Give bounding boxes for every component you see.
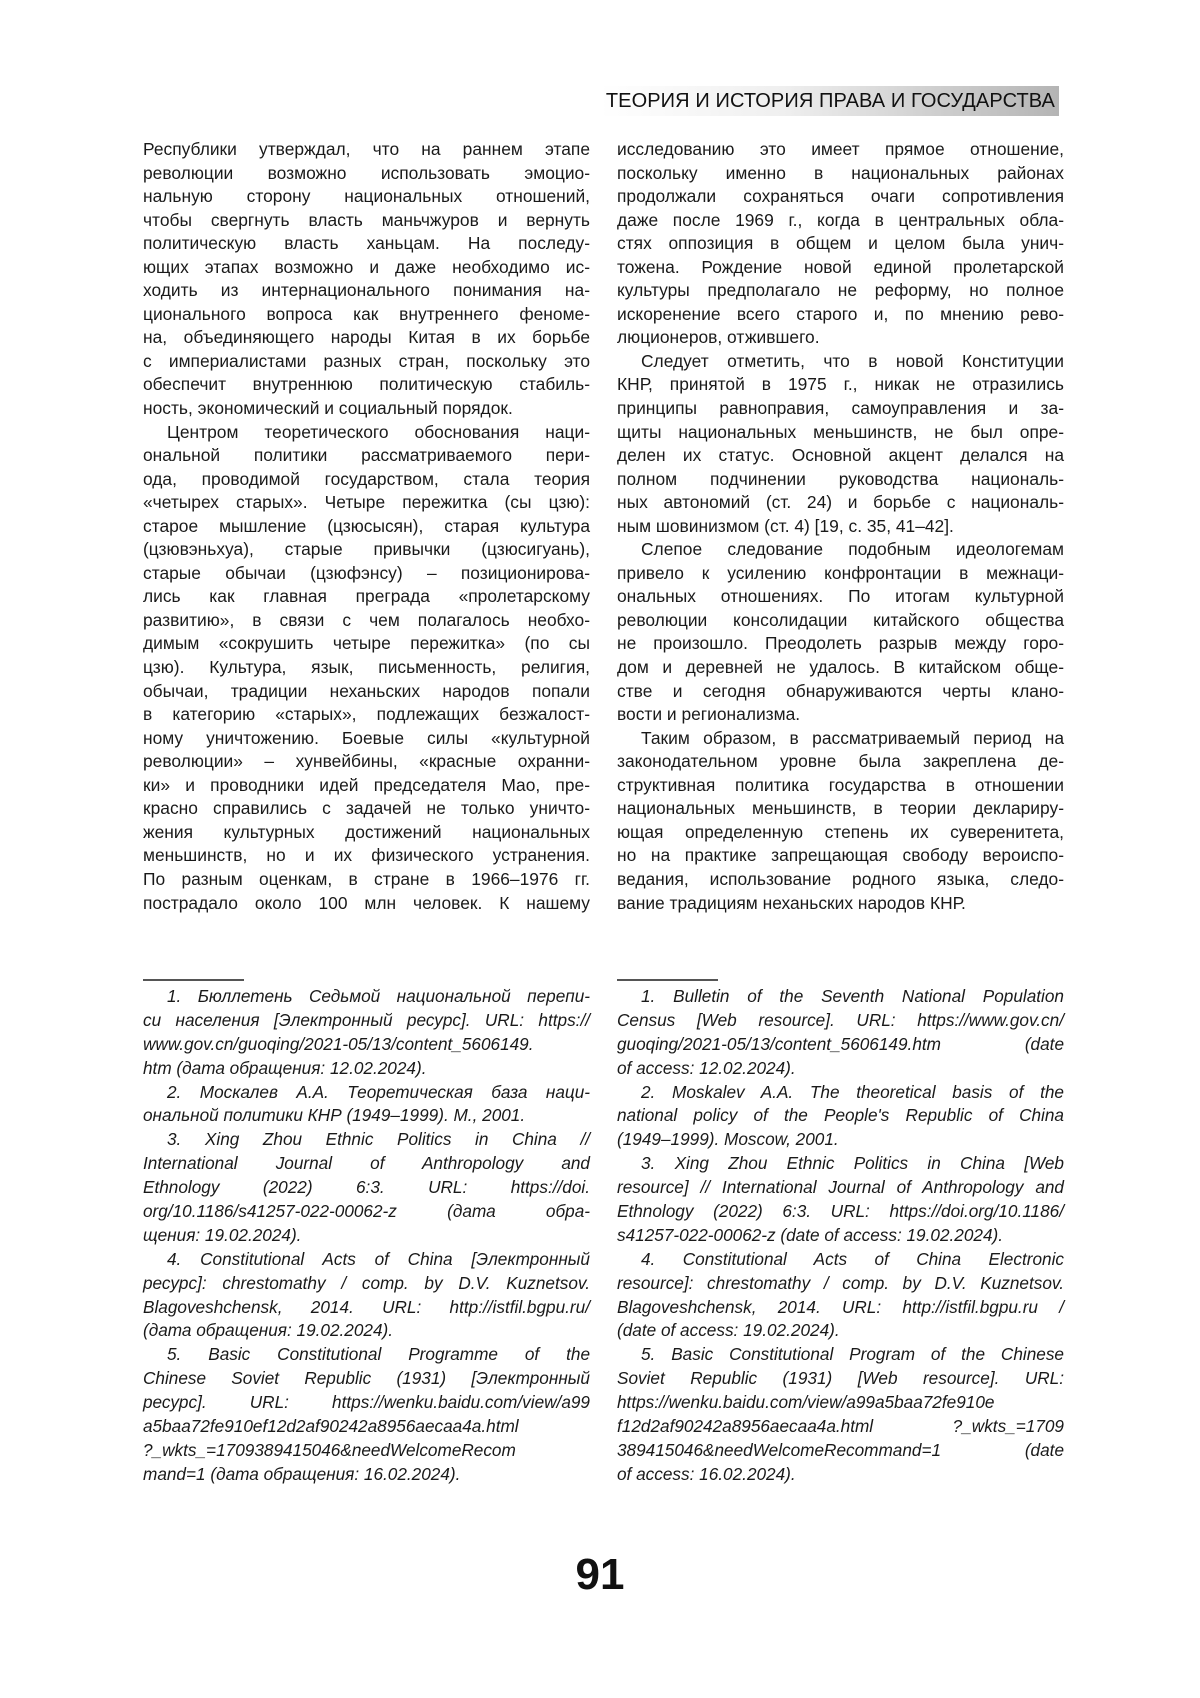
- footnote-line: щения: 19.02.2024).: [143, 1224, 302, 1245]
- text-line: ведания, использование родного языка, следо-: [617, 868, 1064, 889]
- footnote-line: www.gov.cn/guoqing/2021-05/13/content_5606149.: [143, 1033, 534, 1054]
- footnote-line: 4. Constitutional Acts of China [Электронный: [167, 1248, 590, 1269]
- text-line: жения культурных достижений национальных: [143, 821, 590, 842]
- footnote-line: org/10.1186/s41257-022-00062-z (дата обра-: [143, 1201, 590, 1222]
- text-line: революции консолидации китайского общества: [617, 609, 1064, 630]
- text-line: старые обычаи (цзюфэнсу) – позиционирова-: [143, 562, 590, 583]
- text-line: революции возможно использовать эмоцио-: [143, 162, 590, 183]
- footnote-line: ресурс]. URL: https://wenku.baidu.com/view/a99: [143, 1392, 590, 1413]
- text-line: вание традициям неханьских народов КНР.: [617, 892, 966, 913]
- text-line: национальных меньшинств, в теории деклариру-: [617, 798, 1064, 819]
- footnote: [143, 1248, 590, 1344]
- footnote-line: Blagoveshchensk, 2014. URL: http://istfil.bgpu.ru/: [143, 1296, 590, 1317]
- footnote-line: Soviet Republic (1931) [Web resource]. URL:: [617, 1368, 1064, 1389]
- text-line: щиты национальных меньшинств, не был опре-: [617, 421, 1064, 442]
- text-line: революции» – хунвейбины, «красные охранни-: [143, 751, 590, 772]
- text-line: ода, проводимой государством, стала теория: [143, 468, 590, 489]
- text-line: димым «сокрушить четыре пережитка» (по сы: [143, 633, 590, 654]
- footnote-line: 389415046&needWelcomeRecommand=1 (date: [617, 1439, 1064, 1460]
- paragraph: [617, 138, 1064, 350]
- text-line: с империалистами разных стран, поскольку это: [143, 350, 590, 371]
- footnote-line: 1. Bulletin of the Seventh National Population: [641, 986, 1064, 1006]
- body-column-right: [617, 138, 1064, 915]
- footnote: [617, 1152, 1064, 1248]
- text-line: ность, экономический и социальный порядок.: [143, 398, 513, 419]
- text-line: принципы равноправия, самоуправления и за-: [617, 398, 1064, 419]
- footnote: [617, 985, 1064, 1081]
- footnote-line: national policy of the People's Republic of China: [617, 1105, 1064, 1126]
- text-line: нальную сторону национальных отношений,: [143, 186, 590, 207]
- text-line: люционеров, отжившего.: [617, 327, 820, 348]
- text-line: ющая определенную степень их суверенитета,: [617, 821, 1064, 842]
- section-title: ТЕОРИЯ И ИСТОРИЯ ПРАВА И ГОСУДАРСТВА: [605, 89, 1055, 112]
- text-line: на, объединяющего народы Китая в их борьбе: [143, 327, 590, 348]
- text-line: меньшинств, но и их физического устранения.: [143, 845, 590, 866]
- footnote-line: 4. Constitutional Acts of China Electronic: [641, 1248, 1064, 1269]
- text-line: ки» и проводники идей председателя Мао, пре-: [143, 774, 590, 795]
- paragraph: [617, 350, 1064, 538]
- text-line: ционального вопроса как внутреннего феноме-: [143, 303, 590, 324]
- text-line: ональной политики рассматриваемого пери-: [143, 445, 590, 466]
- text-line: Слепое следование подобным идеологемам: [641, 539, 1064, 560]
- footnote-line: a5baa72fe910ef12d2af90242a8956aecaa4a.html: [143, 1416, 519, 1437]
- footnote-line: resource] // International Journal of Anthropology and: [617, 1177, 1064, 1198]
- footnote-line: 5. Basic Constitutional Programme of the: [167, 1344, 590, 1365]
- text-line: стях оппозиция в общем и целом была унич-: [617, 233, 1064, 254]
- footnote: [617, 1081, 1064, 1153]
- paragraph: [617, 727, 1064, 915]
- text-line: красно справились с задачей не только уничто-: [143, 798, 590, 819]
- text-line: даже после 1969 г., когда в центральных обла-: [617, 209, 1064, 230]
- text-line: По разным оценкам, в стране в 1966–1976 гг.: [143, 868, 590, 889]
- footnote-line: Blagoveshchensk, 2014. URL: http://istfil.bgpu.ru /: [617, 1296, 1064, 1317]
- footnote-line: of access: 12.02.2024).: [617, 1057, 796, 1078]
- running-header: [600, 86, 1059, 116]
- text-line: вости и регионализма.: [617, 704, 801, 725]
- text-line: ющих этапах возможно и даже необходимо ис-: [143, 256, 590, 277]
- text-line: ональных отношениях. По итогам культурной: [617, 586, 1064, 607]
- footnote-line: 3. Xing Zhou Ethnic Politics in China //: [167, 1129, 590, 1150]
- text-line: лись как главная преграда «пролетарскому: [143, 586, 590, 607]
- footnote-line: (дата обращения: 19.02.2024).: [143, 1320, 394, 1341]
- footnote-separator-left: [143, 979, 244, 981]
- page-number: 91: [575, 1550, 625, 1599]
- body-column-left: [143, 138, 590, 915]
- footnote-line: 2. Moskalev A.A. The theoretical basis of the: [641, 1081, 1064, 1102]
- text-line: Таким образом, в рассматриваемый период на: [641, 727, 1064, 748]
- footnote-line: 2. Москалев А.А. Теоретическая база наци-: [167, 1081, 590, 1102]
- text-line: чтобы свергнуть власть маньчжуров и вернуть: [143, 209, 590, 230]
- footnote-line: htm (дата обращения: 12.02.2024).: [143, 1057, 427, 1078]
- text-line: структивная политика государства в отношении: [617, 774, 1064, 795]
- footnote-line: mand=1 (дата обращения: 16.02.2024).: [143, 1463, 461, 1484]
- footnote: [143, 985, 590, 1081]
- text-line: КНР, принятой в 1975 г., никак не отразились: [617, 374, 1064, 395]
- text-line: Центром теоретического обоснования наци-: [167, 421, 590, 442]
- text-line: но на практике запрещающая свободу вероиспо-: [617, 845, 1064, 866]
- text-line: не произошло. Преодолеть разрыв между горо-: [617, 633, 1064, 654]
- text-line: цзю). Культура, язык, письменность, религия,: [143, 657, 590, 678]
- footnote-line: International Journal of Anthropology and: [143, 1153, 590, 1174]
- text-line: пострадало около 100 млн человек. К нашему: [143, 892, 590, 913]
- footnote-line: https://wenku.baidu.com/view/a99a5baa72fe910e: [617, 1392, 995, 1413]
- footnote-separator-right: [617, 979, 718, 981]
- text-line: привело к усилению конфронтации в межнаци-: [617, 562, 1064, 583]
- text-line: ходить из интернационального понимания на-: [143, 280, 590, 301]
- text-line: полном подчинении руководства националь-: [617, 468, 1064, 489]
- footnotes-column-right: [617, 985, 1064, 1487]
- text-line: исследованию это имеет прямое отношение,: [617, 139, 1064, 159]
- text-line: культуры предполагало не реформу, но полное: [617, 280, 1064, 301]
- footnote-line: 5. Basic Constitutional Program of the Chinese: [641, 1344, 1064, 1365]
- text-line: развитию», в связи с чем полагалось необхо-: [143, 609, 590, 630]
- text-line: стве и сегодня обнаруживаются черты клано-: [617, 680, 1064, 701]
- footnote-line: 3. Xing Zhou Ethnic Politics in China [Web: [641, 1153, 1064, 1174]
- text-line: поскольку именно в национальных районах: [617, 162, 1064, 183]
- text-line: в категорию «старых», подлежащих безжалост-: [143, 704, 590, 725]
- text-line: дом и деревней не удалось. В китайском обще-: [617, 657, 1064, 678]
- text-line: законодательном уровне была закреплена де-: [617, 751, 1064, 772]
- paragraph: [143, 138, 590, 421]
- footnote-line: ?_wkts_=1709389415046&needWelcomeRecom: [143, 1439, 516, 1460]
- paragraph: [143, 421, 590, 915]
- footnote: [617, 1248, 1064, 1344]
- text-line: ному уничтожению. Боевые силы «культурной: [143, 727, 590, 748]
- footnote-line: Chinese Soviet Republic (1931) [Электронный: [143, 1368, 590, 1389]
- footnote-line: Ethnology (2022) 6:3. URL: https://doi.org/10.1186/: [617, 1201, 1064, 1222]
- text-line: Следует отметить, что в новой Конституции: [641, 350, 1064, 371]
- footnote-line: guoqing/2021-05/13/content_5606149.htm (date: [617, 1033, 1064, 1054]
- text-line: искоренение всего старого и, по мнению рево-: [617, 303, 1064, 324]
- text-line: тожена. Рождение новой единой пролетарской: [617, 256, 1064, 277]
- footnote-line: Census [Web resource]. URL: https://www.gov.cn/: [617, 1009, 1064, 1030]
- text-line: «четырех старых». Четыре пережитка (сы цзю):: [143, 492, 590, 513]
- footnote-line: ональной политики КНР (1949–1999). М., 2001.: [143, 1105, 526, 1126]
- footnote: [617, 1343, 1064, 1486]
- text-line: обычаи, традиции неханьских народов попали: [143, 680, 590, 701]
- footnote: [143, 1343, 590, 1486]
- text-line: (цзювэньхуа), старые привычки (цзюсигуань),: [143, 539, 590, 560]
- footnote-line: си населения [Электронный ресурс]. URL: https://: [143, 1009, 590, 1030]
- footnote-line: of access: 16.02.2024).: [617, 1463, 796, 1484]
- footnote: [143, 1081, 590, 1129]
- text-line: продолжали сохраняться очаги сопротивления: [617, 186, 1064, 207]
- footnote-line: (1949–1999). Moscow, 2001.: [617, 1129, 839, 1150]
- text-line: старое мышление (цзюсысян), старая культура: [143, 515, 590, 536]
- footnote-line: s41257-022-00062-z (date of access: 19.02.2024).: [617, 1224, 1004, 1245]
- text-line: делен их статус. Основной акцент делался на: [617, 445, 1064, 466]
- text-line: политическую власть ханьцам. На последу-: [143, 233, 590, 254]
- footnote: [143, 1128, 590, 1247]
- footnotes-column-left: [143, 985, 590, 1487]
- footnote-line: resource]: chrestomathy / comp. by D.V. Kuznetsov.: [617, 1272, 1064, 1293]
- footnote-line: 1. Бюллетень Седьмой национальной перепи-: [167, 986, 590, 1006]
- footnote-line: Ethnology (2022) 6:3. URL: https://doi.: [143, 1177, 590, 1198]
- text-line: обеспечит внутреннюю политическую стабиль-: [143, 374, 590, 395]
- paragraph: [617, 538, 1064, 726]
- footnote-line: ресурс]: chrestomathy / comp. by D.V. Kuznetsov.: [143, 1272, 590, 1293]
- text-line: ных автономий (ст. 24) и борьбе с националь-: [617, 492, 1064, 513]
- footnote-line: (date of access: 19.02.2024).: [617, 1320, 840, 1341]
- text-line: ным шовинизмом (ст. 4) [19, с. 35, 41–42].: [617, 515, 954, 536]
- footnote-line: f12d2af90242a8956aecaa4a.html ?_wkts_=1709: [617, 1416, 1064, 1437]
- text-line: Республики утверждал, что на раннем этапе: [143, 139, 590, 159]
